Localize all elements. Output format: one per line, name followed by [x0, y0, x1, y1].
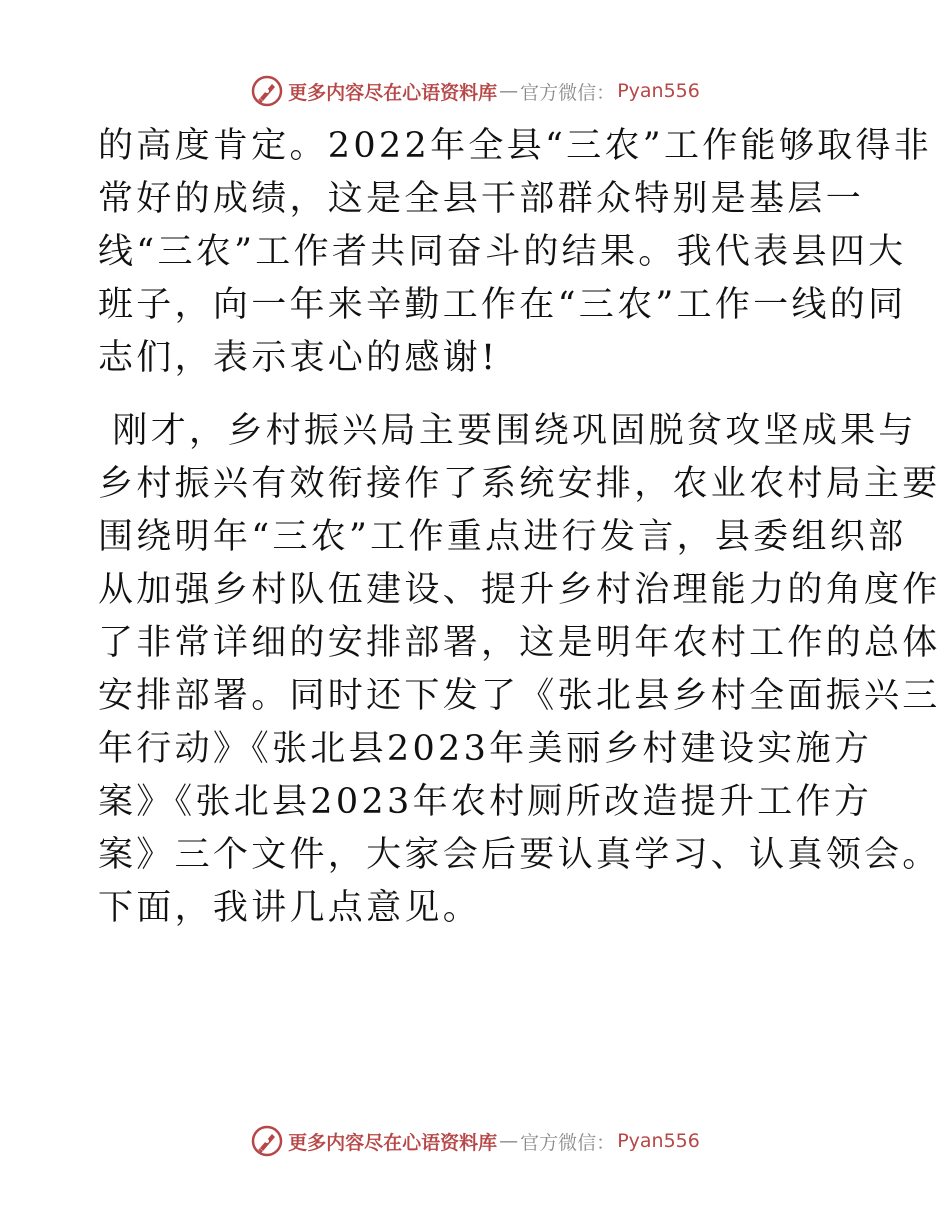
watermark-site-text: 更多内容尽在心语资料库 — [288, 1131, 498, 1154]
footer-watermark — [0, 1121, 950, 1161]
text-line: 班子，向一年来辛勤工作在“三农”工作一线的同 — [98, 285, 907, 325]
text-line: 志们，表示衷心的感谢! — [98, 338, 499, 378]
pen-nib-logo-icon — [250, 74, 284, 108]
text-line: 线“三农”工作者共同奋斗的结果。我代表县四大 — [98, 232, 907, 272]
pen-nib-logo-icon — [250, 1124, 284, 1158]
header-watermark — [0, 71, 950, 111]
paragraph-1 — [98, 120, 933, 385]
paragraph-2 — [98, 405, 941, 935]
text-line: 了非常详细的安排部署，这是明年农村工作的总体 — [98, 623, 941, 663]
text-line: 常好的成绩，这是全县干部群众特别是基层一 — [98, 179, 865, 219]
text-line: 安排部署。同时还下发了《张北县乡村全面振兴三 — [98, 676, 941, 716]
document-body — [98, 120, 941, 935]
text-line: 案》三个文件，大家会后要认真学习、认真领会。 — [98, 835, 941, 875]
watermark-site-text: 更多内容尽在心语资料库 — [288, 81, 498, 104]
watermark-wechat-id: Pyan556 — [617, 80, 700, 102]
watermark-wechat-id: Pyan556 — [617, 1130, 700, 1152]
text-line: 年行动》《张北县2023年美丽乡村建设实施方 — [98, 729, 873, 769]
watermark-separator: — — [499, 1130, 519, 1152]
watermark-wechat-label: 官方微信： — [520, 81, 616, 104]
text-line: 的高度肯定。2022年全县“三农”工作能够取得非 — [98, 126, 933, 166]
watermark-wechat-label: 官方微信： — [520, 1131, 616, 1154]
text-line: 刚才，乡村振兴局主要围绕巩固脱贫攻坚成果与 — [98, 411, 917, 451]
text-line: 下面，我讲几点意见。 — [98, 888, 482, 928]
text-line: 围绕明年“三农”工作重点进行发言，县委组织部 — [98, 517, 907, 557]
text-line: 案》《张北县2023年农村厕所改造提升工作方 — [98, 782, 873, 822]
watermark-separator: — — [499, 80, 519, 102]
text-line: 乡村振兴有效衔接作了系统安排，农业农村局主要 — [98, 464, 941, 504]
text-line: 从加强乡村队伍建设、提升乡村治理能力的角度作 — [98, 570, 941, 610]
